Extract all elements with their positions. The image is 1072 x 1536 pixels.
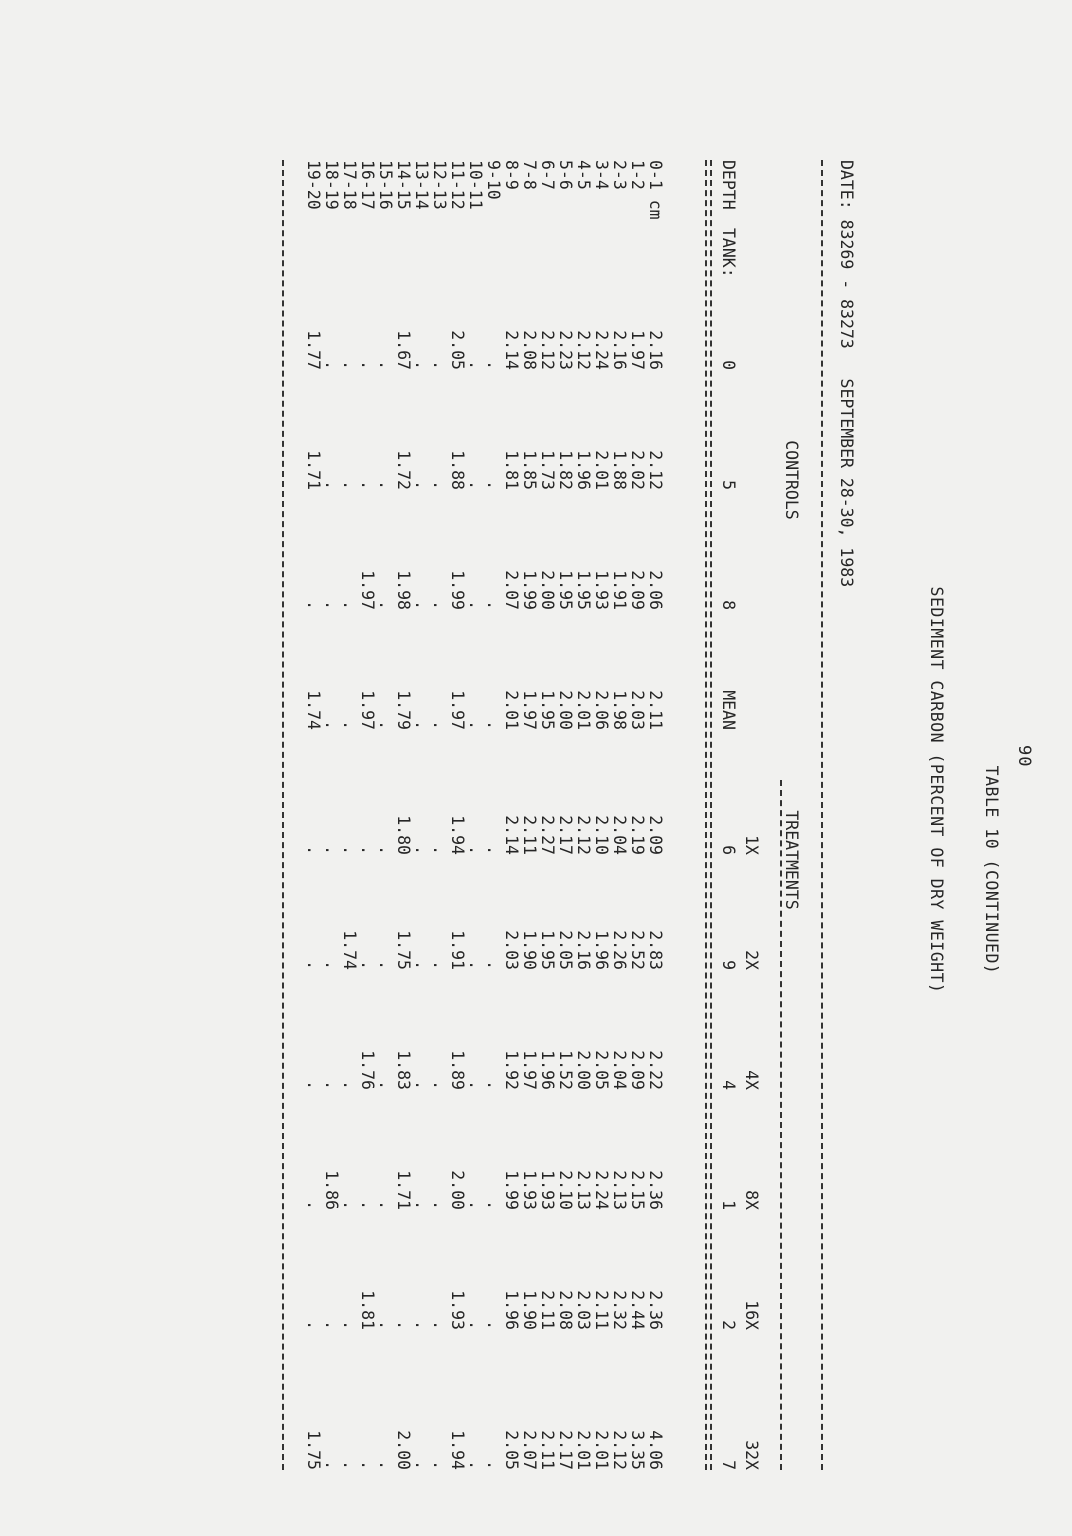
value-cell: . (322, 360, 341, 370)
value-cell: 2.03 (574, 1290, 593, 1330)
column-label: 8X (742, 1190, 761, 1210)
value-cell: 1.92 (502, 1050, 521, 1090)
value-cell: 1.97 (358, 570, 377, 610)
value-cell: 2.36 (646, 1290, 665, 1330)
value-cell: 1.85 (520, 450, 539, 490)
value-cell: 2.11 (538, 1430, 557, 1470)
value-cell: . (376, 1200, 395, 1210)
value-cell: 2.14 (502, 815, 521, 855)
value-cell: . (340, 1080, 359, 1090)
value-cell: 2.23 (556, 330, 575, 370)
value-cell: 1.83 (394, 1050, 413, 1090)
value-cell: 2.01 (574, 1430, 593, 1470)
value-cell: 1.72 (394, 450, 413, 490)
value-cell: 2.11 (520, 815, 539, 855)
value-cell: . (376, 960, 395, 970)
value-cell: . (430, 600, 449, 610)
value-cell: . (340, 1200, 359, 1210)
value-cell: . (358, 360, 377, 370)
value-cell: . (358, 845, 377, 855)
depth-column (304, 160, 664, 220)
value-cell: 1.96 (592, 930, 611, 970)
value-cell: 1.86 (322, 1170, 341, 1210)
value-cell: 2.00 (556, 690, 575, 730)
value-cell: . (358, 1460, 377, 1470)
value-cell: 1.73 (538, 450, 557, 490)
depth-cell: 9-10 (484, 160, 503, 200)
value-cell: . (340, 1460, 359, 1470)
value-cell: . (322, 720, 341, 730)
top-rule (821, 160, 823, 1470)
value-cell: . (412, 1320, 431, 1330)
depth-cell: 7-8 (520, 160, 539, 190)
value-cell: 2.12 (538, 330, 557, 370)
value-cell: . (304, 600, 323, 610)
value-cell: 1.75 (304, 1430, 323, 1470)
header-rule-1 (710, 160, 712, 1470)
value-cell: . (304, 845, 323, 855)
value-cell: 1.97 (520, 690, 539, 730)
column-tank-id: 8 (719, 600, 738, 610)
depth-cell: 13-14 (412, 160, 431, 210)
column-tank-id: MEAN (719, 690, 738, 730)
value-cell: 2.36 (646, 1170, 665, 1210)
value-cell: 2.52 (628, 930, 647, 970)
value-cell: . (412, 1080, 431, 1090)
value-cell: . (430, 1320, 449, 1330)
value-cell: 2.04 (610, 815, 629, 855)
column-label: 4X (742, 1070, 761, 1090)
value-cell: . (340, 600, 359, 610)
data-column (304, 775, 664, 855)
value-cell: 4.06 (646, 1430, 665, 1470)
value-cell: . (304, 1320, 323, 1330)
value-cell: . (484, 600, 503, 610)
value-cell: . (322, 1080, 341, 1090)
value-cell: 2.12 (574, 330, 593, 370)
value-cell: 2.05 (502, 1430, 521, 1470)
depth-cell: 15-16 (376, 160, 395, 210)
value-cell: . (412, 960, 431, 970)
value-cell: 2.14 (502, 330, 521, 370)
value-cell: 2.04 (610, 1050, 629, 1090)
value-cell: 1.88 (610, 450, 629, 490)
value-cell: 2.10 (592, 815, 611, 855)
value-cell: . (484, 1320, 503, 1330)
value-cell: . (340, 720, 359, 730)
date-line: DATE: 83269 - 83273 SEPTEMBER 28-30, 1983 (837, 160, 856, 588)
value-cell: . (430, 845, 449, 855)
value-cell: . (466, 600, 485, 610)
data-column (304, 1130, 664, 1210)
column-label: 1X (742, 835, 761, 855)
value-cell: . (430, 1200, 449, 1210)
value-cell: 1.75 (394, 930, 413, 970)
value-cell: 1.95 (556, 570, 575, 610)
value-cell: 2.24 (592, 330, 611, 370)
header-rule-2 (705, 160, 707, 1470)
tank-header: TANK: (719, 228, 738, 278)
value-cell: . (304, 1080, 323, 1090)
value-cell: 2.10 (556, 1170, 575, 1210)
value-cell: . (358, 960, 377, 970)
value-cell: . (484, 1080, 503, 1090)
value-cell: . (430, 480, 449, 490)
value-cell: 2.08 (556, 1290, 575, 1330)
value-cell: 1.90 (520, 1290, 539, 1330)
value-cell: 2.01 (592, 1430, 611, 1470)
value-cell: 1.76 (358, 1050, 377, 1090)
depth-header: DEPTH (719, 160, 738, 210)
data-column (304, 410, 664, 490)
value-cell: . (340, 360, 359, 370)
column-tank-id: 6 (719, 845, 738, 855)
value-cell: . (340, 1320, 359, 1330)
value-cell: 2.12 (646, 450, 665, 490)
value-cell: 2.24 (592, 1170, 611, 1210)
depth-cell: 17-18 (340, 160, 359, 210)
value-cell: . (484, 960, 503, 970)
value-cell: 2.01 (502, 690, 521, 730)
column-label: 32X (742, 1440, 761, 1470)
value-cell: 1.97 (358, 690, 377, 730)
value-cell: 2.13 (574, 1170, 593, 1210)
column-tank-id: 1 (719, 1200, 738, 1210)
value-cell: 1.97 (520, 1050, 539, 1090)
value-cell: 1.74 (304, 690, 323, 730)
depth-cell: 1-2 (628, 160, 647, 190)
value-cell: . (412, 480, 431, 490)
data-column (304, 1010, 664, 1090)
value-cell: 1.97 (448, 690, 467, 730)
controls-group-label: CONTROLS (782, 440, 801, 520)
value-cell: 2.07 (520, 1430, 539, 1470)
value-cell: . (430, 720, 449, 730)
table-title: TABLE 10 (CONTINUED) (982, 765, 1001, 975)
value-cell: 1.90 (520, 930, 539, 970)
value-cell: . (376, 480, 395, 490)
value-cell: 1.52 (556, 1050, 575, 1090)
value-cell: 2.03 (502, 930, 521, 970)
value-cell: 2.22 (646, 1050, 665, 1090)
value-cell: 2.11 (538, 1290, 557, 1330)
value-cell: . (304, 1200, 323, 1210)
value-cell: . (430, 960, 449, 970)
value-cell: . (484, 360, 503, 370)
value-cell: 1.67 (394, 330, 413, 370)
column-label: 16X (742, 1300, 761, 1330)
value-cell: . (376, 845, 395, 855)
value-cell: 2.27 (538, 815, 557, 855)
depth-cell: 5-6 (556, 160, 575, 190)
value-cell: 1.95 (538, 690, 557, 730)
depth-cell: 2-3 (610, 160, 629, 190)
value-cell: . (466, 1080, 485, 1090)
depth-cell: 6-7 (538, 160, 557, 190)
value-cell: 1.89 (448, 1050, 467, 1090)
treatments-group-label: TREATMENTS (782, 810, 801, 910)
value-cell: 1.93 (592, 570, 611, 610)
value-cell: 1.91 (610, 570, 629, 610)
value-cell: 2.15 (628, 1170, 647, 1210)
value-cell: 2.06 (592, 690, 611, 730)
value-cell: . (358, 1200, 377, 1210)
depth-cell: 18-19 (322, 160, 341, 210)
depth-cell: 10-11 (466, 160, 485, 210)
value-cell: . (466, 360, 485, 370)
value-cell: . (484, 845, 503, 855)
value-cell: . (466, 1320, 485, 1330)
value-cell: 1.99 (448, 570, 467, 610)
page-number: 90 (1014, 745, 1034, 768)
value-cell: . (466, 960, 485, 970)
depth-cell: 3-4 (592, 160, 611, 190)
column-tank-id: 0 (719, 360, 738, 370)
value-cell: 2.06 (646, 570, 665, 610)
value-cell: . (484, 1200, 503, 1210)
value-cell: 1.81 (358, 1290, 377, 1330)
value-cell: . (376, 720, 395, 730)
value-cell: . (322, 600, 341, 610)
value-cell: 2.16 (574, 930, 593, 970)
data-column (304, 290, 664, 370)
value-cell: 1.93 (538, 1170, 557, 1210)
value-cell: . (304, 960, 323, 970)
value-cell: 1.82 (556, 450, 575, 490)
value-cell: . (376, 360, 395, 370)
value-cell: 1.77 (304, 330, 323, 370)
value-cell: . (358, 480, 377, 490)
data-column (304, 890, 664, 970)
value-cell: 2.05 (556, 930, 575, 970)
value-cell: . (376, 600, 395, 610)
value-cell: . (394, 1320, 413, 1330)
value-cell: . (322, 960, 341, 970)
value-cell: 2.16 (646, 330, 665, 370)
value-cell: . (484, 480, 503, 490)
value-cell: . (376, 1080, 395, 1090)
value-cell: 1.74 (340, 930, 359, 970)
value-cell: . (412, 1460, 431, 1470)
column-tank-id: 2 (719, 1320, 738, 1330)
value-cell: 2.00 (448, 1170, 467, 1210)
bottom-rule (282, 160, 284, 1470)
value-cell: . (430, 1460, 449, 1470)
value-cell: 1.81 (502, 450, 521, 490)
value-cell: . (322, 1320, 341, 1330)
depth-cell: 11-12 (448, 160, 467, 210)
column-tank-id: 5 (719, 480, 738, 490)
value-cell: . (466, 480, 485, 490)
depth-cell: 16-17 (358, 160, 377, 210)
column-tank-id: 7 (719, 1460, 738, 1470)
value-cell: 1.71 (394, 1170, 413, 1210)
value-cell: 2.26 (610, 930, 629, 970)
value-cell: . (340, 480, 359, 490)
value-cell: . (412, 720, 431, 730)
data-column (304, 530, 664, 610)
value-cell: 1.95 (574, 570, 593, 610)
value-cell: 2.00 (574, 1050, 593, 1090)
value-cell: 1.94 (448, 815, 467, 855)
value-cell: 2.01 (592, 450, 611, 490)
value-cell: 2.12 (610, 1430, 629, 1470)
value-cell: 1.93 (520, 1170, 539, 1210)
value-cell: 2.00 (538, 570, 557, 610)
value-cell: 1.96 (574, 450, 593, 490)
value-cell: 1.98 (394, 570, 413, 610)
value-cell: . (484, 1460, 503, 1470)
value-cell: 1.97 (628, 330, 647, 370)
value-cell: 2.09 (646, 815, 665, 855)
column-tank-id: 4 (719, 1080, 738, 1090)
value-cell: 2.09 (628, 570, 647, 610)
value-cell: 2.13 (610, 1170, 629, 1210)
value-cell: 1.94 (448, 1430, 467, 1470)
value-cell: . (376, 1320, 395, 1330)
value-cell: 2.05 (592, 1050, 611, 1090)
data-column (304, 650, 664, 730)
value-cell: 1.93 (448, 1290, 467, 1330)
value-cell: 2.02 (628, 450, 647, 490)
depth-cell: 4-5 (574, 160, 593, 190)
value-cell: 2.09 (628, 1050, 647, 1090)
value-cell: . (412, 360, 431, 370)
value-cell: . (430, 1080, 449, 1090)
value-cell: 2.17 (556, 815, 575, 855)
value-cell: 1.88 (448, 450, 467, 490)
value-cell: . (322, 1460, 341, 1470)
value-cell: 1.71 (304, 450, 323, 490)
rotated-table-page (100, 80, 1000, 1500)
value-cell: . (430, 360, 449, 370)
value-cell: 2.16 (610, 330, 629, 370)
depth-cell: 12-13 (430, 160, 449, 210)
value-cell: . (322, 480, 341, 490)
value-cell: . (340, 845, 359, 855)
value-cell: 1.98 (610, 690, 629, 730)
depth-cell: 0-1 cm (646, 160, 665, 220)
value-cell: 1.80 (394, 815, 413, 855)
value-cell: 2.32 (610, 1290, 629, 1330)
value-cell: . (466, 845, 485, 855)
value-cell: 1.96 (538, 1050, 557, 1090)
value-cell: 2.00 (394, 1430, 413, 1470)
depth-cell: 19-20 (304, 160, 323, 210)
value-cell: . (412, 1200, 431, 1210)
column-label: 2X (742, 950, 761, 970)
value-cell: 2.83 (646, 930, 665, 970)
value-cell: 1.96 (502, 1290, 521, 1330)
value-cell: . (484, 720, 503, 730)
value-cell: . (466, 720, 485, 730)
value-cell: 1.79 (394, 690, 413, 730)
value-cell: 3.35 (628, 1430, 647, 1470)
value-cell: . (412, 600, 431, 610)
value-cell: 1.95 (538, 930, 557, 970)
value-cell: 1.91 (448, 930, 467, 970)
value-cell: . (412, 845, 431, 855)
value-cell: 2.11 (646, 690, 665, 730)
depth-cell: 14-15 (394, 160, 413, 210)
value-cell: . (376, 1460, 395, 1470)
value-cell: . (322, 845, 341, 855)
data-column (304, 1390, 664, 1470)
value-cell: 2.05 (448, 330, 467, 370)
table-subtitle: SEDIMENT CARBON (PERCENT OF DRY WEIGHT) (927, 586, 946, 994)
column-tank-id: 9 (719, 960, 738, 970)
value-cell: 2.01 (574, 690, 593, 730)
value-cell: 2.19 (628, 815, 647, 855)
value-cell: . (466, 1460, 485, 1470)
value-cell: 2.07 (502, 570, 521, 610)
value-cell: 2.12 (574, 815, 593, 855)
data-column (304, 1250, 664, 1330)
value-cell: 2.03 (628, 690, 647, 730)
value-cell: . (466, 1200, 485, 1210)
value-cell: 2.11 (592, 1290, 611, 1330)
value-cell: 2.17 (556, 1430, 575, 1470)
value-cell: 2.44 (628, 1290, 647, 1330)
value-cell: 2.08 (520, 330, 539, 370)
treatments-underline (780, 780, 782, 1470)
depth-cell: 8-9 (502, 160, 521, 190)
value-cell: 1.99 (520, 570, 539, 610)
value-cell: 1.99 (502, 1170, 521, 1210)
